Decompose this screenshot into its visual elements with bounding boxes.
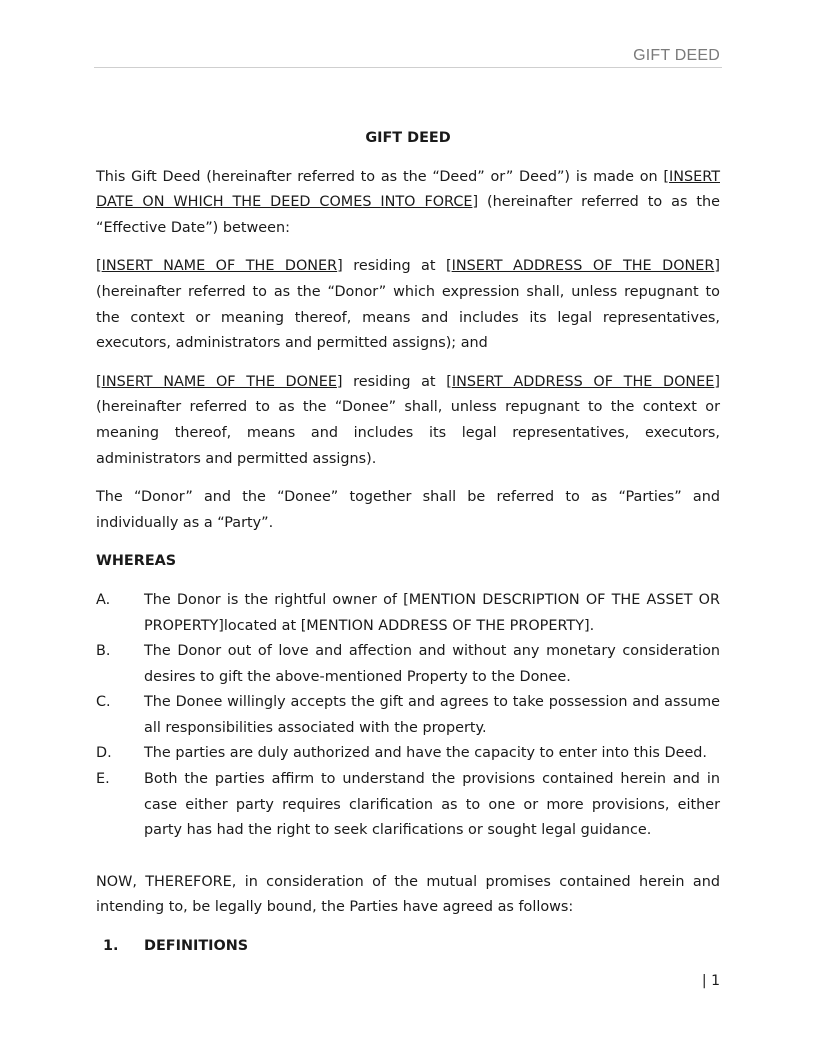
intro-text-end: ] (hereinafter referred to as the “Effective Date”) between: [96, 194, 720, 236]
recital-item [96, 767, 720, 844]
recital-text: Both the parties affirm to understand the provisions contained herein and in case either party requires clarification as to one or more provisions, either party has had the right to seek clarifications or sought legal guidance. [144, 771, 720, 839]
section-number: 1. [103, 938, 119, 955]
donee-paragraph [96, 370, 720, 472]
recital-item [96, 741, 720, 767]
recital-letter: E. [96, 771, 110, 788]
section-title: DEFINITIONS [144, 938, 249, 955]
recital-item [96, 639, 720, 690]
now-therefore-paragraph: NOW, THEREFORE, in consideration of the mutual promises contained herein and intending to, be legally bound, the Parties have agreed as follows: [96, 873, 720, 916]
recital-letter: A. [96, 591, 111, 608]
donor-address-placeholder: INSERT ADDRESS OF THE DONER [451, 258, 715, 275]
donor-mid: ] residing at [ [337, 258, 452, 275]
recital-letter: C. [96, 694, 111, 711]
section-heading-definitions [96, 934, 720, 960]
recital-item [96, 588, 720, 639]
recital-text: The Donee willingly accepts the gift and agrees to take possession and assume all responsibilities associated with the property. [144, 694, 720, 736]
document-body [96, 126, 720, 960]
intro-text-start: This Gift Deed (hereinafter referred to as the “Deed” or” Deed”) is made on [ [96, 168, 670, 185]
page-number: | 1 [701, 973, 720, 989]
whereas-heading: WHEREAS [96, 553, 177, 570]
intro-paragraph [96, 165, 720, 242]
donee-name-placeholder: INSERT NAME OF THE DONEE [101, 373, 337, 390]
recitals-list [96, 588, 720, 844]
donor-name-placeholder: INSERT NAME OF THE DONER [101, 258, 338, 275]
parties-paragraph: The “Donor” and the “Donee” together shall be referred to as “Parties” and individually as a “Party”. [96, 489, 720, 531]
recital-letter: D. [96, 745, 112, 762]
donee-open: [ [96, 373, 102, 390]
date-placeholder: INSERT DATE ON WHICH THE DEED COMES INTO FORCE [96, 168, 720, 211]
donee-rest: ] (hereinafter referred to as the “Donee” shall, unless repugnant to the context or meaning thereof, means and includes its legal representatives, executors, administrators and permitted assigns). [96, 373, 720, 467]
donor-paragraph [96, 254, 720, 356]
page-header-title: GIFT DEED [633, 47, 720, 64]
donor-rest: ] (hereinafter referred to as the “Donor” which expression shall, unless repugnant to the context or meaning thereof, means and includes its legal representatives, executors, administrators and permitted assigns); and [96, 258, 720, 352]
header-divider [94, 67, 722, 68]
recital-text: The parties are duly authorized and have the capacity to enter into this Deed. [144, 745, 708, 762]
donee-mid: ] residing at [ [336, 373, 452, 390]
section-spacer [96, 844, 720, 870]
recital-item [96, 690, 720, 741]
donee-address-placeholder: INSERT ADDRESS OF THE DONEE [451, 373, 715, 390]
recital-text: The Donor out of love and affection and without any monetary consideration desires to gift the above-mentioned Property to the Donee. [144, 643, 720, 685]
recital-text: The Donor is the rightful owner of [MENTION DESCRIPTION OF THE ASSET OR PROPERTY]located at [MENTION ADDRESS OF THE PROPERTY]. [144, 591, 720, 634]
donor-open: [ [96, 258, 102, 275]
recital-letter: B. [96, 643, 111, 660]
document-title: GIFT DEED [365, 130, 451, 146]
